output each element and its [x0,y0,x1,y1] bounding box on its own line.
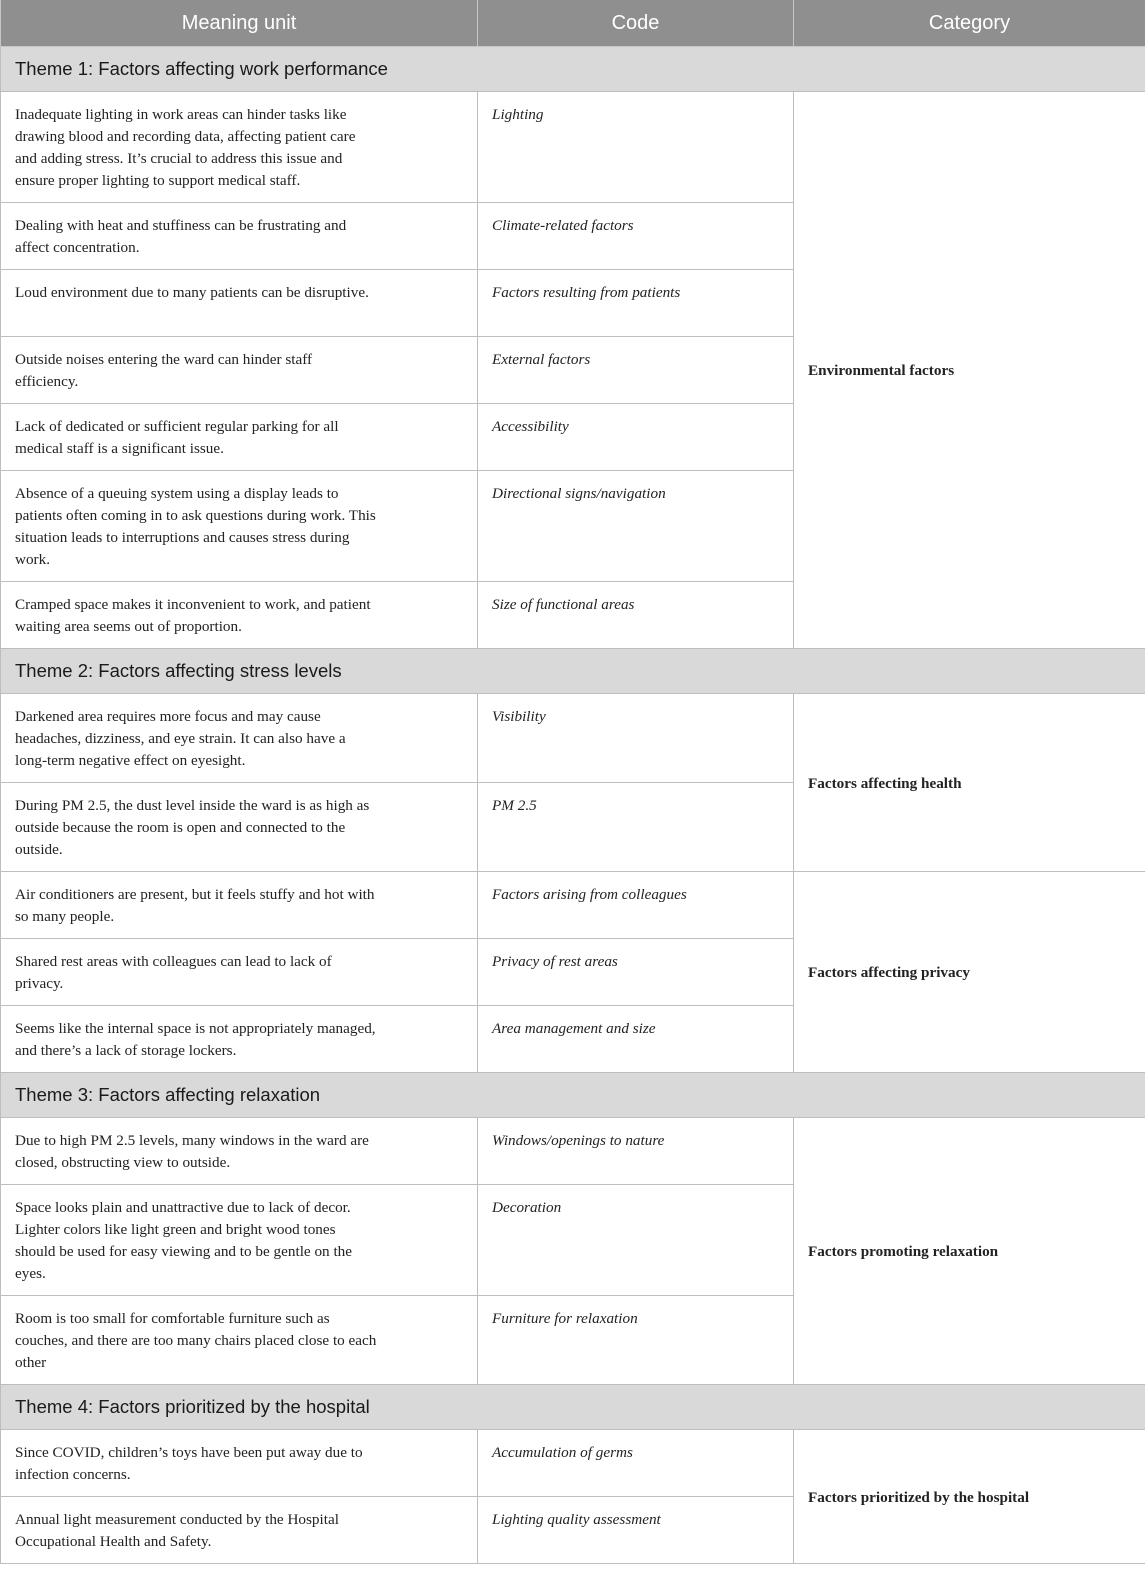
meaning-unit-cell: Dealing with heat and stuffiness can be frustrating and affect concentration. [1,203,478,270]
table-row [1,694,1145,783]
code-cell: External factors [478,337,794,404]
theme-title: Theme 1: Factors affecting work performance [1,47,1145,92]
theme-title: Theme 4: Factors prioritized by the hospital [1,1385,1145,1430]
table-row [1,1118,1145,1185]
code-cell: Climate-related factors [478,203,794,270]
code-cell: PM 2.5 [478,783,794,872]
theme-row [1,1385,1145,1430]
table-header [1,0,1145,47]
meaning-unit-cell: Inadequate lighting in work areas can hinder tasks like drawing blood and recording data, affecting patient care and adding stress. It’s crucial to address this issue and ensure proper lighting to support medical staff. [1,92,478,203]
code-cell: Factors arising from colleagues [478,872,794,939]
theme-row [1,47,1145,92]
meaning-unit-cell: During PM 2.5, the dust level inside the ward is as high as outside because the room is open and connected to the outside. [1,783,478,872]
code-cell: Decoration [478,1185,794,1296]
code-cell: Windows/openings to nature [478,1118,794,1185]
code-cell: Directional signs/navigation [478,471,794,582]
theme-title: Theme 3: Factors affecting relaxation [1,1073,1145,1118]
meaning-unit-cell: Loud environment due to many patients can be disruptive. [1,270,478,337]
code-cell: Furniture for relaxation [478,1296,794,1385]
table-row [1,92,1145,203]
category-cell: Factors affecting health [794,694,1145,872]
code-cell: Lighting quality assessment [478,1497,794,1564]
category-cell: Environmental factors [794,92,1145,649]
meaning-unit-cell: Absence of a queuing system using a display leads to patients often coming in to ask questions during work. This situation leads to interruptions and causes stress during work. [1,471,478,582]
meaning-unit-cell: Air conditioners are present, but it feels stuffy and hot with so many people. [1,872,478,939]
header-meaning-unit: Meaning unit [1,0,478,47]
header-category: Category [794,0,1145,47]
code-cell: Size of functional areas [478,582,794,649]
category-cell: Factors prioritized by the hospital [794,1430,1145,1564]
meaning-unit-cell: Room is too small for comfortable furniture such as couches, and there are too many chairs placed close to each other [1,1296,478,1385]
theme-title: Theme 2: Factors affecting stress levels [1,649,1145,694]
code-cell: Visibility [478,694,794,783]
theme-row [1,649,1145,694]
meaning-unit-cell: Cramped space makes it inconvenient to work, and patient waiting area seems out of proportion. [1,582,478,649]
code-cell: Accumulation of germs [478,1430,794,1497]
code-cell: Factors resulting from patients [478,270,794,337]
table-body [1,47,1145,1564]
code-cell: Lighting [478,92,794,203]
meaning-unit-cell: Annual light measurement conducted by the Hospital Occupational Health and Safety. [1,1497,478,1564]
meaning-unit-cell: Seems like the internal space is not appropriately managed, and there’s a lack of storage lockers. [1,1006,478,1073]
meaning-unit-cell: Lack of dedicated or sufficient regular parking for all medical staff is a significant issue. [1,404,478,471]
table-row [1,1430,1145,1497]
theme-row [1,1073,1145,1118]
category-cell: Factors promoting relaxation [794,1118,1145,1385]
meaning-unit-cell: Space looks plain and unattractive due to lack of decor. Lighter colors like light green and bright wood tones should be used for easy viewing and to be gentle on the eyes. [1,1185,478,1296]
meaning-unit-cell: Shared rest areas with colleagues can lead to lack of privacy. [1,939,478,1006]
category-cell: Factors affecting privacy [794,872,1145,1073]
meaning-unit-cell: Since COVID, children’s toys have been put away due to infection concerns. [1,1430,478,1497]
code-cell: Privacy of rest areas [478,939,794,1006]
header-code: Code [478,0,794,47]
code-cell: Accessibility [478,404,794,471]
table-row [1,872,1145,939]
header-row [1,0,1145,47]
code-cell: Area management and size [478,1006,794,1073]
meaning-unit-cell: Darkened area requires more focus and may cause headaches, dizziness, and eye strain. It can also have a long-term negative effect on eyesight. [1,694,478,783]
meaning-unit-cell: Outside noises entering the ward can hinder staff efficiency. [1,337,478,404]
meaning-unit-cell: Due to high PM 2.5 levels, many windows in the ward are closed, obstructing view to outside. [1,1118,478,1185]
